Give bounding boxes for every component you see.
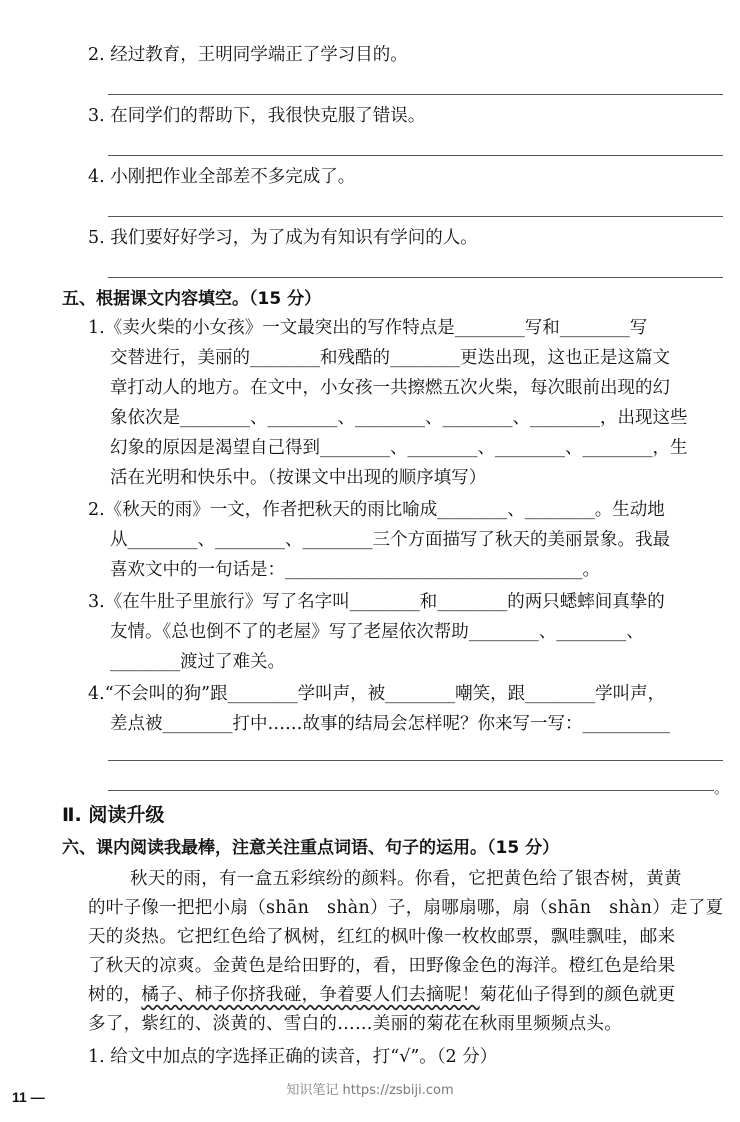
s5-line-13: 4.“不会叫的狗”跟________学叫声，被________嘲笑，跟________学叫声， xyxy=(88,684,666,704)
s5-line-8: 从________、________、________三个方面描写了秋天的美丽景象。我最 xyxy=(110,530,670,550)
part2-title: Ⅱ. 阅读升级 xyxy=(62,804,165,826)
answer-line xyxy=(108,790,714,791)
passage-line-5-post: 菊花仙子得到的颜色就更 xyxy=(479,985,676,1005)
s5-line-14: 差点被________打中……故事的结局会怎样呢？你来写一写：__________ xyxy=(110,714,670,734)
section5-title: 五、根据课文内容填空。（15 分） xyxy=(62,289,322,309)
answer-line xyxy=(108,760,723,761)
question-1: 1. 给文中加点的字选择正确的读音，打“√”。（2 分） xyxy=(88,1047,498,1067)
answer-line xyxy=(108,277,723,278)
s5-line-6: 活在光明和快乐中。（按课文中出现的顺序填写） xyxy=(110,468,487,488)
passage-line-1: 秋天的雨，有一盒五彩缤纷的颜料。你看，它把黄色给了银杏树，黄黄 xyxy=(130,869,682,889)
passage-line-3: 天的炎热。它把红色给了枫树，红红的枫叶像一枚枚邮票，飘哇飘哇，邮来 xyxy=(88,927,676,947)
passage-line-2: 的叶子像一把把小扇（shān shàn）子，扇哪扇哪，扇（shān shàn）走了夏 xyxy=(88,898,724,918)
answer-line xyxy=(108,155,723,156)
s5-line-12: ________渡过了难关。 xyxy=(110,652,285,672)
s5-line-10: 3.《在牛肚子里旅行》写了名字叫________和________的两只蟋蟀间真挚的 xyxy=(88,592,665,612)
passage-line-6: 多了，紫红的、淡黄的、雪白的……美丽的菊花在秋雨里频频点头。 xyxy=(88,1014,622,1034)
answer-line xyxy=(108,94,723,95)
watermark: 知识笔记 https://zsbiji.com xyxy=(286,1083,454,1098)
page-number: 11 — xyxy=(12,1089,45,1105)
q4-item-5: 5. 我们要好好学习，为了成为有知识有学问的人。 xyxy=(88,228,478,248)
passage-line-5-pre: 树的， xyxy=(88,985,142,1005)
q4-item-2: 2. 经过教育，王明同学端正了学习目的。 xyxy=(88,45,408,65)
q4-item-4: 4. 小刚把作业全部差不多完成了。 xyxy=(88,167,356,187)
end-mark: 。 xyxy=(714,779,730,797)
s5-line-7: 2.《秋天的雨》一文，作者把秋天的雨比喻成________、________。生动地 xyxy=(88,500,665,520)
wavy-underlined-sentence: 橘子、柿子你挤我碰，争着要人们去摘呢！ xyxy=(141,985,480,1005)
s5-line-9: 喜欢文中的一句话是：__________________________________。 xyxy=(110,560,600,580)
passage-line-5 xyxy=(88,983,675,1007)
answer-line xyxy=(108,216,723,217)
section6-title: 六、课内阅读我最棒，注意关注重点词语、句子的运用。（15 分） xyxy=(62,838,560,858)
s5-line-3: 章打动人的地方。在文中，小女孩一共擦燃五次火柴，每次眼前出现的幻 xyxy=(110,378,670,398)
s5-line-4: 象依次是________、________、________、________、________，出现这些 xyxy=(110,408,688,428)
q4-item-3: 3. 在同学们的帮助下，我很快克服了错误。 xyxy=(88,106,426,126)
s5-line-11: 友情。《总也倒不了的老屋》写了老屋依次帮助________、________、 xyxy=(110,622,644,642)
passage-line-4: 了秋天的凉爽。金黄色是给田野的，看，田野像金色的海洋。橙红色是给果 xyxy=(88,956,676,976)
s5-line-5: 幻象的原因是渴望自己得到________、________、________、________，生 xyxy=(110,438,688,458)
s5-line-2: 交替进行，美丽的________和残酷的________更迭出现，这也正是这篇文 xyxy=(110,348,670,368)
s5-line-1: 1.《卖火柴的小女孩》一文最突出的写作特点是________写和________写 xyxy=(88,318,648,338)
